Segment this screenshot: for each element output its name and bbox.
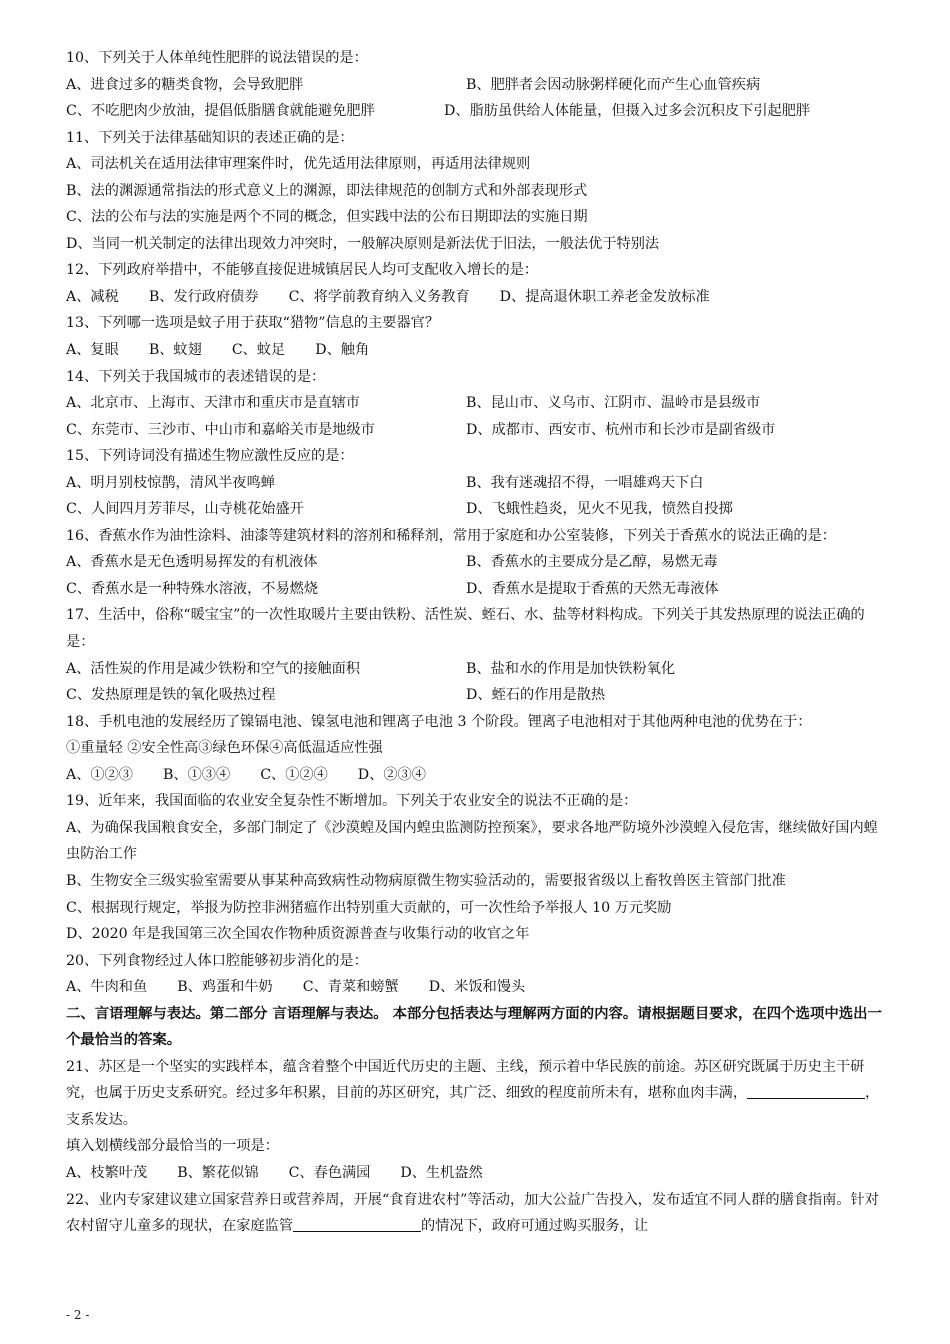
q14-options-row1	[66, 390, 888, 417]
q17-option-d: D、蛭石的作用是散热	[466, 687, 606, 704]
q21-option-c: C、春色满园	[288, 1164, 371, 1181]
q17-option-b: B、盐和水的作用是加快铁粉氧化	[466, 660, 676, 677]
q12-options	[66, 284, 888, 311]
q22-stem-part2: 的情况下，政府可通过购买服务，让	[421, 1218, 649, 1235]
q14-option-a: A、北京市、上海市、天津市和重庆市是直辖市	[66, 395, 360, 412]
q21-option-b: B、繁花似锦	[177, 1164, 259, 1181]
q20-options	[66, 974, 888, 1001]
q10-options-row1	[66, 72, 888, 99]
q18-option-a: A、①②③	[66, 766, 133, 783]
q16-option-a: A、香蕉水是无色透明易挥发的有机液体	[66, 554, 318, 571]
q16-options-row2	[66, 576, 888, 603]
q11-option-b: B、法的渊源通常指法的形式意义上的渊源，即法律规范的创制方式和外部表现形式	[66, 182, 588, 199]
question-11: 11、下列关于法律基础知识的表述正确的是：	[66, 129, 354, 146]
q12-option-b: B、发行政府债券	[148, 288, 259, 305]
question-16: 16、香蕉水作为油性涂料、油漆等建筑材料的溶剂和稀释剂，常用于家庭和办公室装修，下列关于香蕉水的说法正确的是：	[66, 527, 836, 544]
q15-option-b: B、我有迷魂招不得，一唱雄鸡天下白	[466, 474, 704, 491]
question-13: 13、下列哪一选项是蚊子用于获取“猎物”信息的主要器官？	[66, 315, 440, 332]
q17-options-row1	[66, 656, 888, 683]
q15-options-row2	[66, 496, 888, 523]
question-19: 19、近年来，我国面临的农业安全复杂性不断增加。下列关于农业安全的说法不正确的是：	[66, 793, 638, 810]
q14-options-row2	[66, 417, 888, 444]
q20-option-d: D、米饭和馒头	[428, 979, 526, 996]
q17-options-row2	[66, 682, 888, 709]
q13-option-b: B、蚊翅	[148, 342, 202, 359]
q12-option-d: D、提高退休职工养老金发放标准	[499, 288, 710, 305]
question-18: 18、手机电池的发展经历了镍镉电池、镍氢电池和锂离子电池 3 个阶段。锂离子电池相对于其他两种电池的优势在于：	[66, 713, 812, 730]
q10-options-row2	[66, 98, 888, 125]
q11-option-c: C、法的公布与法的实施是两个不同的概念，但实践中法的公布日期即法的实施日期	[66, 209, 588, 226]
q15-options-row1	[66, 470, 888, 497]
question-17: 17、生活中，俗称“暖宝宝”的一次性取暖片主要由铁粉、活性炭、蛭石、水、盐等材料构成。下列关于其发热原理的说法正确的是：	[66, 607, 865, 651]
q18-option-b: B、①③④	[163, 766, 231, 783]
q10-option-d: D、脂肪虽供给人体能量，但摄入过多会沉积皮下引起肥胖	[444, 103, 811, 120]
q19-option-c: C、根据现行规定，举报为防控非洲猪瘟作出特别重大贡献的，可一次性给予举报人 10 万元奖励	[66, 899, 672, 916]
question-21	[66, 1054, 888, 1134]
q10-option-c: C、不吃肥肉少放油，提倡低脂膳食就能避免肥胖	[66, 103, 375, 120]
exam-content	[66, 45, 888, 1240]
question-20: 20、下列食物经过人体口腔能够初步消化的是：	[66, 952, 368, 969]
q22-stem-part1: 22、业内专家建议建立国家营养日或营养周，开展“食育进农村”等活动，加大公益广告投入，发布适宜不同人群的膳食指南。针对农村留守儿童多的现状，在家庭监管	[66, 1191, 879, 1235]
q14-option-d: D、成都市、西安市、杭州市和长沙市是副省级市	[466, 421, 776, 438]
q10-option-a: A、进食过多的糖类食物，会导致肥胖	[66, 76, 304, 93]
q20-option-c: C、青菜和螃蟹	[302, 979, 399, 996]
q11-option-a: A、司法机关在适用法律审理案件时，优先适用法律原则，再适用法律规则	[66, 156, 531, 173]
q14-option-b: B、昆山市、义乌市、江阴市、温岭市是县级市	[466, 395, 761, 412]
question-22	[66, 1187, 888, 1240]
q21-prompt: 填入划横线部分最恰当的一项是：	[66, 1138, 279, 1155]
q21-stem-part2: ，支系发达。	[66, 1085, 880, 1128]
q20-option-a: A、牛肉和鱼	[66, 979, 148, 996]
q18-option-d: D、②③④	[357, 766, 426, 783]
q15-option-c: C、人间四月芳菲尽，山寺桃花始盛开	[66, 501, 304, 518]
q13-option-d: D、触角	[315, 342, 370, 359]
question-10: 10、下列关于人体单纯性肥胖的说法错误的是：	[66, 50, 368, 66]
q15-option-d: D、飞蛾性趋炎，见火不见我，愤然自投掷	[466, 501, 733, 518]
q16-option-d: D、香蕉水是提取于香蕉的天然无毒液体	[466, 580, 719, 597]
q21-option-a: A、枝繁叶茂	[66, 1164, 148, 1181]
q21-options	[66, 1160, 888, 1187]
q12-option-a: A、减税	[66, 288, 119, 305]
q14-option-c: C、东莞市、三沙市、中山市和嘉峪关市是地级市	[66, 421, 375, 438]
question-14: 14、下列关于我国城市的表述错误的是：	[66, 368, 326, 385]
q15-option-a: A、明月别枝惊鹊，清风半夜鸣蝉	[66, 474, 275, 491]
q19-option-b: B、生物安全三级实验室需要从事某种高致病性动物病原微生物实验活动的，需要报省级以上畜牧兽医主管部门批准	[66, 872, 786, 889]
q16-options-row1	[66, 549, 888, 576]
q18-options	[66, 762, 888, 789]
q12-option-c: C、将学前教育纳入义务教育	[288, 288, 470, 305]
q18-statements: ①重量轻 ②安全性高③绿色环保④高低温适应性强	[66, 740, 383, 757]
q19-option-d: D、2020 年是我国第三次全国农作物种质资源普查与收集行动的收官之年	[66, 926, 530, 943]
q22-answer-blank	[293, 1215, 421, 1232]
q17-option-a: A、活性炭的作用是减少铁粉和空气的接触面积	[66, 660, 360, 677]
q21-stem-part1: 21、苏区是一个坚实的实践样本，蕴含着整个中国近代历史的主题、主线，预示着中华民族的前途。苏区研究既属于历史主干研究，也属于历史支系研究。经过多年积累，目前的苏区研究，其广泛、细致的程度前所未有，堪称血肉丰满，	[66, 1058, 865, 1102]
q19-option-a: A、为确保我国粮食安全，多部门制定了《沙漠蝗及国内蝗虫监测防控预案》，要求各地严防境外沙漠蝗入侵危害，继续做好国内蝗虫防治工作	[66, 819, 878, 863]
q16-option-b: B、香蕉水的主要成分是乙醇，易燃无毒	[466, 554, 718, 571]
q13-options	[66, 337, 888, 364]
q10-option-b: B、肥胖者会因动脉粥样硬化而产生心血管疾病	[466, 76, 761, 93]
q17-option-c: C、发热原理是铁的氧化吸热过程	[66, 687, 276, 704]
q21-option-d: D、生机盎然	[400, 1164, 483, 1181]
q13-option-c: C、蚊足	[231, 342, 286, 359]
q11-option-d: D、当同一机关制定的法律出现效力冲突时，一般解决原则是新法优于旧法，一般法优于特别法	[66, 235, 660, 252]
question-15: 15、下列诗词没有描述生物应激性反应的是：	[66, 448, 354, 465]
question-12: 12、下列政府举措中，不能够直接促进城镇居民人均可支配收入增长的是：	[66, 262, 539, 279]
page-number: - 2 -	[66, 1308, 90, 1322]
q20-option-b: B、鸡蛋和牛奶	[177, 979, 273, 996]
q13-option-a: A、复眼	[66, 342, 119, 359]
section-2-heading: 二、言语理解与表达。第二部分 言语理解与表达。 本部分包括表达与理解两方面的内容。请根据题目要求，在四个选项中选出一个最恰当的答案。	[66, 1004, 882, 1049]
q16-option-c: C、香蕉水是一种特殊水溶液，不易燃烧	[66, 580, 319, 597]
q18-option-c: C、①②④	[260, 766, 328, 783]
q21-answer-blank	[747, 1082, 865, 1099]
